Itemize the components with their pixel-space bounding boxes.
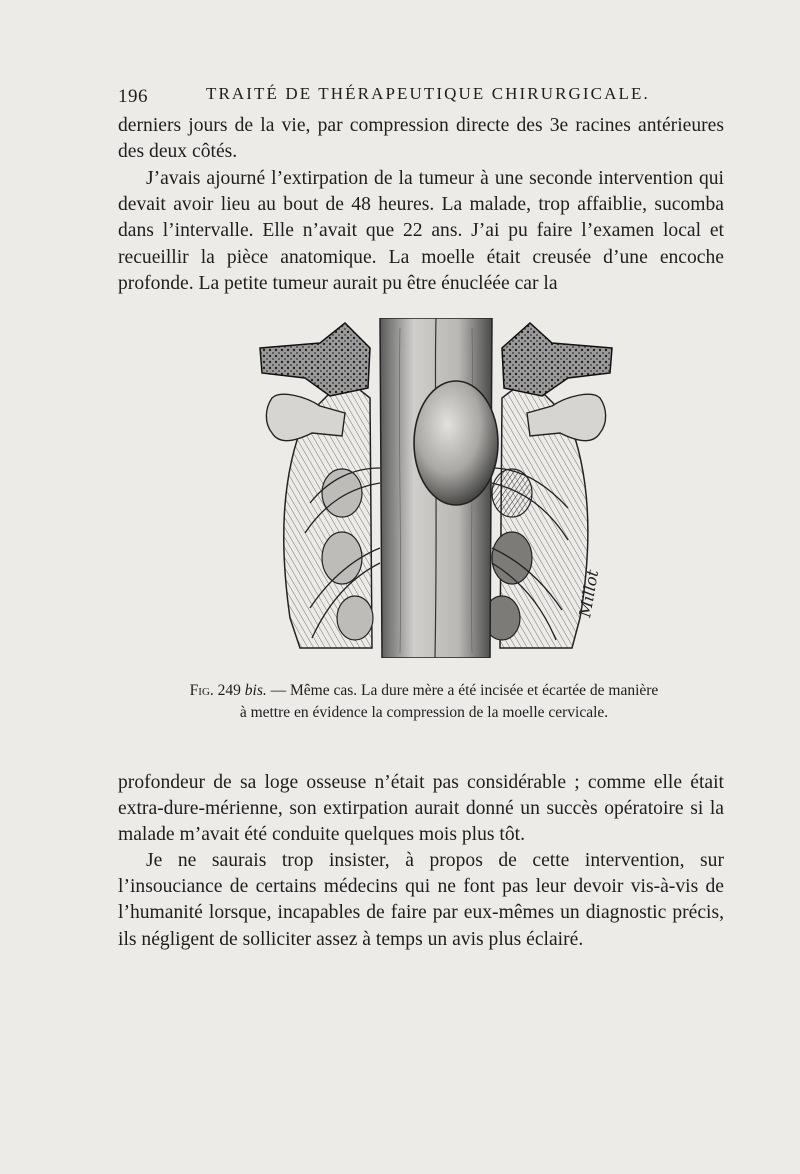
paragraph-4: Je ne saurais trop insister, à propos de cette intervention, sur l’insouciance de certains médecins qui ne font pas leur devoir vis-à-vis de l’humanité lorsque, incapables de faire par eux-mêmes un diagnostic précis, ils négligent de solliciter assez à temps un avis plus éclairé. xyxy=(118,850,724,950)
spine-illustration xyxy=(250,318,622,658)
paragraph-3: profondeur de sa loge osseuse n’était pas considérable ; comme elle était extra-dure-mérienne, son extirpation aurait donné un succès opératoire si la malade m’avait été conduite quelques mois plus tôt. xyxy=(118,772,724,846)
page-number: 196 xyxy=(118,86,148,107)
figure-suffix: bis. xyxy=(244,682,267,699)
figure-label: Fig. xyxy=(189,682,214,699)
artist-signature: Millot xyxy=(575,568,603,619)
figure-number: 249 xyxy=(217,682,241,699)
figure-caption-text: — Même cas. La dure mère a été incisée et écartée de manière à mettre en évidence la compression de la moelle cervicale. xyxy=(239,682,659,721)
anatomical-figure xyxy=(250,318,622,658)
figure-caption xyxy=(186,680,662,723)
paragraph-1: derniers jours de la vie, par compression directe des 3e racines antérieures des deux côtés. xyxy=(118,115,724,163)
running-title: TRAITÉ DE THÉRAPEUTIQUE CHIRURGICALE. xyxy=(206,84,650,103)
paragraph-2: J’avais ajourné l’extirpation de la tumeur à une seconde intervention qui devait avoir lieu au bout de 48 heures. La malade, trop affaiblie, sucomba dans l’intervalle. Elle n’avait que 22 ans. J’ai pu faire l’examen local et recueillir la pièce anatomique. La moelle était creusée d’une encoche profonde. La petite tumeur aurait pu être énucléée car la xyxy=(118,168,724,294)
running-header xyxy=(118,82,728,112)
